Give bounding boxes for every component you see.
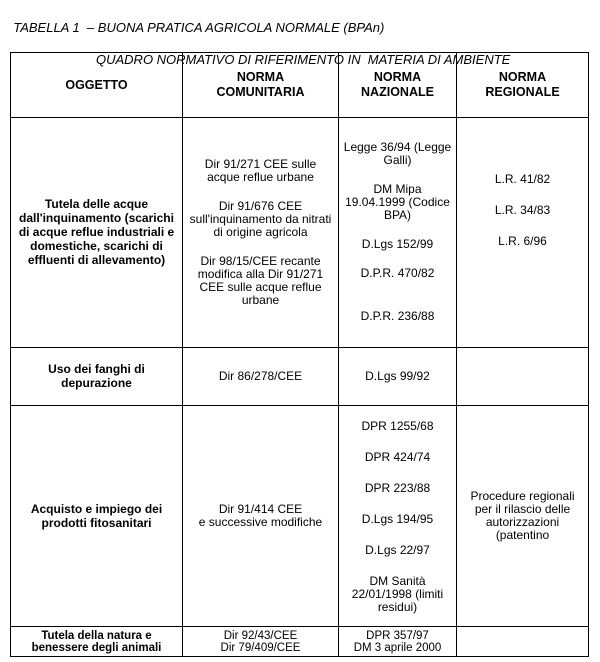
cell-nazionale: [339, 118, 457, 348]
cell-regionale: [457, 118, 589, 348]
norm-item: D.Lgs 194/95: [361, 512, 434, 527]
norm-item: Dir 91/676 CEE sull'inquinamento da nitrati di origine agricola: [189, 198, 332, 239]
cell-oggetto: Tutela della natura e benessere degli animali: [11, 627, 183, 657]
table-row: [11, 347, 589, 405]
norm-item: Dir 91/271 CEE sulle acque reflue urbane: [204, 156, 317, 184]
norm-item: Legge 36/94 (Legge Galli): [343, 140, 452, 168]
header-row: [11, 53, 589, 118]
norm-item: DPR 424/74: [364, 450, 431, 465]
cell-nazionale: [339, 627, 457, 657]
regulations-table: [10, 52, 589, 657]
table-row: [11, 627, 589, 657]
norm-item: D.P.R. 236/88: [360, 309, 435, 324]
norm-item: DM 3 aprile 2000: [353, 641, 442, 654]
title-line-2: QUADRO NORMATIVO DI RIFERIMENTO IN MATERIA DI AMBIENTE: [96, 52, 511, 67]
header-norma-nazionale: NORMA NAZIONALE: [339, 53, 457, 118]
norm-item: L.R. 6/96: [498, 233, 547, 248]
norm-item: D.Lgs 22/97: [365, 543, 430, 558]
cell-comunitaria: [183, 627, 339, 657]
cell-nazionale: D.Lgs 99/92: [339, 347, 457, 405]
table-row: [11, 118, 589, 348]
header-norma-comunitaria: NORMA COMUNITARIA: [183, 53, 339, 118]
norm-item: DPR 1255/68: [361, 419, 434, 434]
title-line-1: TABELLA 1 – BUONA PRATICA AGRICOLA NORMALE (BPAn): [13, 20, 385, 35]
norm-item: D.Lgs 152/99: [361, 237, 434, 252]
norm-item: Dir 92/43/CEE: [223, 629, 298, 642]
cell-oggetto: Tutela delle acque dall'inquinamento (scarichi di acque reflue industriali e domestiche, scarichi di effluenti di allevamento): [11, 118, 183, 348]
header-norma-regionale: NORMA REGIONALE: [457, 53, 589, 118]
norm-item: DPR 223/88: [364, 481, 431, 496]
cell-regionale: [457, 347, 589, 405]
norm-item: DM Mipa 19.04.1999 (Codice BPA): [345, 182, 450, 223]
cell-oggetto: Uso dei fanghi di depurazione: [11, 347, 183, 405]
norm-item: Dir 91/414 CEE: [218, 502, 303, 517]
cell-regionale: [457, 627, 589, 657]
norm-item: L.R. 34/83: [494, 202, 551, 217]
cell-comunitaria: Dir 86/278/CEE: [183, 347, 339, 405]
header-oggetto: OGGETTO: [11, 53, 183, 118]
cell-comunitaria: [183, 405, 339, 627]
table-row: [11, 405, 589, 627]
norm-item: DM Sanità 22/01/1998 (limiti residui): [351, 574, 444, 615]
cell-oggetto: Acquisto e impiego dei prodotti fitosanitari: [11, 405, 183, 627]
cell-regionale: [457, 405, 589, 627]
norm-item: Dir 98/15/CEE recante modifica alla Dir 91/271 CEE sulle acque reflue urbane: [197, 253, 324, 307]
cell-comunitaria: [183, 118, 339, 348]
norm-item: Dir 79/409/CEE: [220, 641, 301, 654]
cell-nazionale: [339, 405, 457, 627]
norm-item: e successive modifiche: [198, 515, 323, 530]
norm-item: DPR 357/97: [366, 629, 429, 642]
norm-item: L.R. 41/82: [494, 171, 551, 186]
norm-item: D.P.R. 470/82: [360, 266, 435, 281]
norm-item: Procedure regionali per il rilascio delle autorizzazioni (patentino: [470, 489, 575, 543]
